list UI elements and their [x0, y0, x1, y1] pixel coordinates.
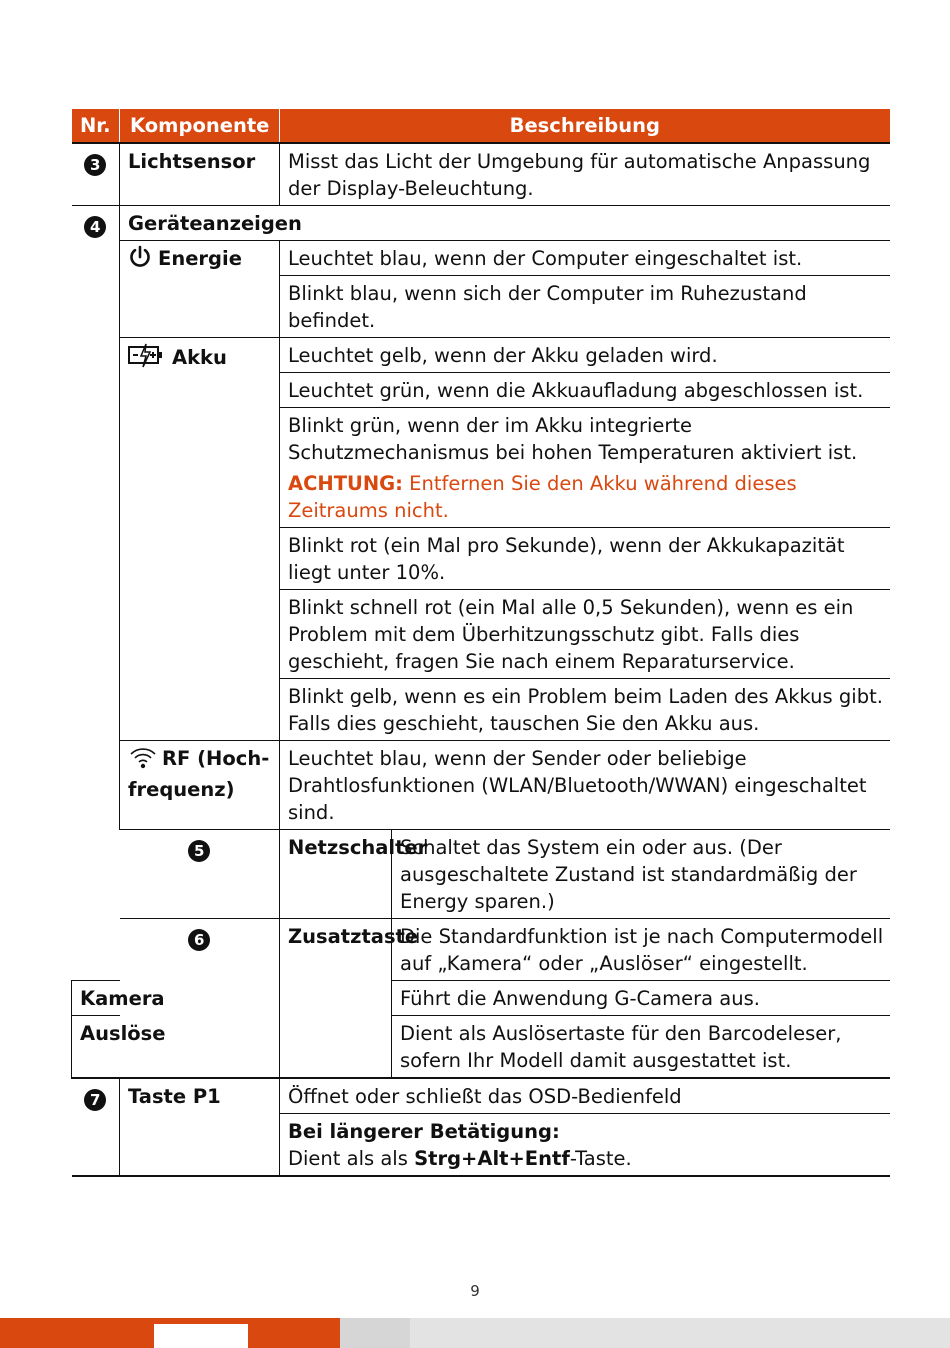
component-energie [120, 241, 280, 338]
warning-label: ACHTUNG: [288, 472, 403, 495]
table-row-energie-1 [72, 241, 890, 276]
table-header-row [72, 109, 890, 143]
table-row-netzschalter [72, 830, 890, 919]
desc-energie-1: Leuchtet blau, wenn der Computer eingeschaltet ist. [280, 241, 890, 276]
table-row-lichtsensor [72, 143, 890, 206]
desc-akku-3-cell [280, 408, 890, 528]
akku-label: Akku [172, 346, 227, 369]
component-table-wrapper [71, 109, 889, 1177]
number-badge-4: 4 [84, 216, 106, 238]
desc-taste-p1: Öffnet oder schließt das OSD-Bedienfeld [280, 1078, 890, 1114]
power-icon [128, 245, 152, 276]
header-description: Beschreibung [280, 109, 890, 143]
ausloese-label: Auslöse [72, 1016, 120, 1079]
number-badge-7: 7 [84, 1089, 106, 1111]
number-badge-5: 5 [188, 840, 210, 862]
desc-energie-2: Blinkt blau, wenn sich der Computer im Ruhezustand befindet. [280, 276, 890, 338]
desc-akku-4: Blinkt rot (ein Mal pro Sekunde), wenn der Akkukapazität liegt unter 10%. [280, 528, 890, 590]
long-press-pre: Dient als als [288, 1147, 415, 1170]
desc-akku-1: Leuchtet gelb, wenn der Akku geladen wird. [280, 338, 890, 373]
component-geraeteanzeigen: Geräteanzeigen [120, 206, 890, 241]
kamera-desc: Führt die Anwendung G-Camera aus. [392, 981, 890, 1016]
warning-text: Entfernen Sie den Akku während dieses Zeitraums nicht. [288, 472, 797, 522]
desc-zusatztaste: Die Standardfunktion ist je nach Computermodell auf „Kamera“ oder „Auslöser“ eingestellt. [392, 919, 890, 981]
long-press-post: -Taste. [569, 1147, 632, 1170]
component-taste-p1: Taste P1 [120, 1078, 280, 1176]
footer-band [340, 1318, 410, 1348]
table-row-akku-1 [72, 338, 890, 373]
long-press-key: Strg+Alt+Entf [414, 1147, 570, 1170]
warning-note [288, 470, 884, 524]
table-row-zusatztaste [72, 919, 890, 981]
table-row-geraeteanzeigen [72, 206, 890, 241]
component-akku [120, 338, 280, 741]
component-zusatztaste: Zusatztaste [280, 919, 392, 1079]
table-row-rf [72, 741, 890, 830]
component-lichtsensor: Lichtsensor [120, 143, 280, 206]
desc-long-press [280, 1114, 890, 1177]
long-press-text [288, 1145, 884, 1172]
desc-akku-2: Leuchtet grün, wenn die Akkuaufladung abgeschlossen ist. [280, 373, 890, 408]
desc-akku-6: Blinkt gelb, wenn es ein Problem beim Laden des Akkus gibt. Falls dies geschieht, tauschen Sie den Akku aus. [280, 679, 890, 741]
desc-rf: Leuchtet blau, wenn der Sender oder beliebige Drahtlosfunktionen (WLAN/Bluetooth/WWAN) eingeschaltet sind. [280, 741, 890, 830]
header-nr: Nr. [72, 109, 120, 143]
desc-akku-3: Blinkt grün, wenn der im Akku integrierte Schutzmechanismus bei hohen Temperaturen aktiviert ist. [288, 414, 858, 464]
ausloese-desc: Dient als Auslösertaste für den Barcodeleser, sofern Ihr Modell damit ausgestattet ist. [392, 1016, 890, 1079]
component-netzschalter: Netzschalter [280, 830, 392, 919]
desc-netzschalter: Schaltet das System ein oder aus. (Der ausgeschaltete Zustand ist standardmäßig der Energy sparen.) [392, 830, 890, 919]
number-badge-3: 3 [84, 154, 106, 176]
header-component: Komponente [120, 109, 280, 143]
wireless-icon [128, 745, 158, 776]
table-row-taste-p1 [72, 1078, 890, 1114]
footer-bar [0, 1318, 950, 1348]
desc-lichtsensor: Misst das Licht der Umgebung für automatische Anpassung der Display-Beleuchtung. [280, 143, 890, 206]
battery-charge-icon [128, 342, 166, 375]
number-badge-6: 6 [188, 929, 210, 951]
component-rf [120, 741, 280, 830]
kamera-label: Kamera [72, 981, 120, 1016]
desc-akku-5: Blinkt schnell rot (ein Mal alle 0,5 Sekunden), wenn es ein Problem mit dem Überhitzungsschutz gibt. Falls dies geschieht, fragen Sie nach einem Reparaturservice. [280, 590, 890, 679]
long-press-label: Bei längerer Betätigung: [288, 1120, 560, 1143]
rf-label: RF (Hoch-frequenz) [128, 747, 270, 801]
page-number: 9 [470, 1282, 480, 1300]
footer-tab [154, 1324, 248, 1348]
component-table [71, 109, 890, 1177]
energie-label: Energie [158, 247, 242, 270]
